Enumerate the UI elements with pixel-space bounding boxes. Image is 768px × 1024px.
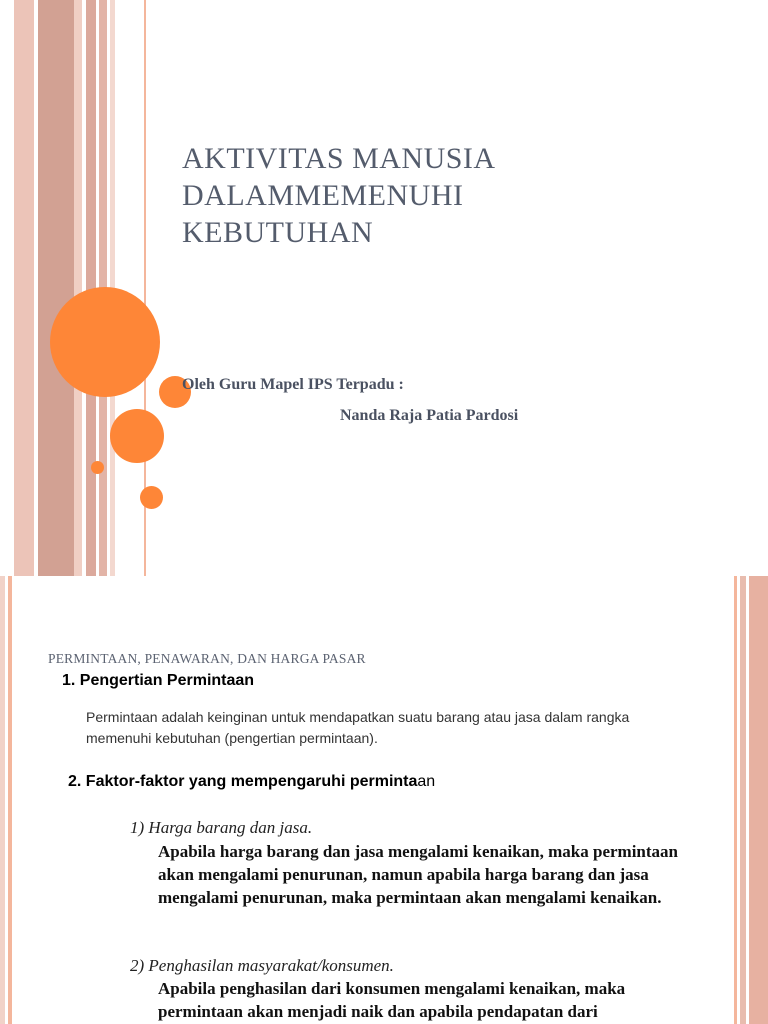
decor-circle: [110, 409, 164, 463]
stripe: [0, 576, 5, 1024]
factor-text: Apabila penghasilan dari konsumen mengalami kenaikan, maka permintaan akan menjadi naik dan apabila pendapatan dari: [158, 979, 626, 1021]
factor-text: Apabila harga barang dan jasa mengalami kenaikan, maka permintaan akan mengalami penurunan, namun apabila harga barang dan jasa mengalami penurunan, maka permintaan akan mengalami kenaikan.: [158, 842, 678, 907]
subheading-factors-tail: an: [417, 773, 436, 790]
slide-title: [182, 140, 742, 251]
author-name: Nanda Raja Patia Pardosi: [340, 407, 519, 424]
factor-label: 1) Harga barang dan jasa.: [130, 818, 313, 837]
stripe: [38, 0, 74, 576]
stripe: [749, 576, 768, 1024]
title-line: KEBUTUHAN: [182, 216, 374, 249]
content-slide: [0, 576, 768, 1024]
stripe: [8, 576, 12, 1024]
factor-label: 2) Penghasilan masyarakat/konsumen.: [130, 956, 394, 975]
subheading-factors-main: 2. Faktor-faktor yang mempengaruhi perminta: [68, 773, 418, 790]
decor-circle: [140, 486, 163, 509]
decor-circle: [50, 287, 160, 397]
definition-text: Permintaan adalah keinginan untuk mendapatkan suatu barang atau jasa dalam rangka memenuhi kebutuhan (pengertian permintaan).: [86, 709, 630, 746]
stripe: [14, 0, 34, 576]
title-line: AKTIVITAS MANUSIA: [182, 142, 496, 175]
subheading-definition: 1. Pengertian Permintaan: [62, 672, 255, 689]
subheading-factors: [68, 773, 435, 791]
decor-circle: [91, 461, 104, 474]
section-heading: PERMINTAAN, PENAWARAN, DAN HARGA PASAR: [48, 651, 366, 666]
author-label: Oleh Guru Mapel IPS Terpadu :: [182, 376, 404, 393]
title-line: DALAMMEMENUHI: [182, 179, 464, 212]
stripe: [734, 576, 737, 1024]
stripe: [74, 0, 82, 576]
